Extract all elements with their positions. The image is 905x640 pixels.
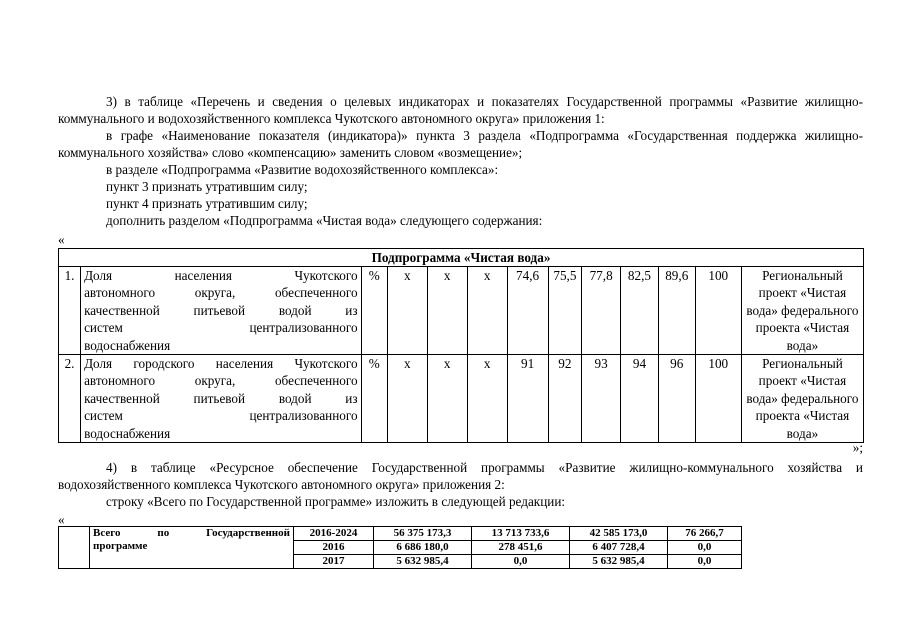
value-cell: 100: [695, 267, 741, 355]
paragraph-total-row: строку «Всего по Государственной программе» изложить в следующей редакции:: [106, 494, 566, 509]
unit-cell: %: [361, 267, 387, 355]
amount-cell: 5 632 985,4: [374, 555, 472, 569]
indicator-name: [81, 267, 362, 355]
amount-cell: 0,0: [472, 555, 570, 569]
value-cell: 91: [507, 355, 548, 443]
period-cell: 2016: [294, 541, 374, 555]
value-cell: х: [467, 267, 507, 355]
source-cell: Региональный проект «Чистая вода» федерального проекта «Чистая вода»: [741, 267, 863, 355]
total-label: [90, 527, 294, 569]
indicator-name-line: Доля городского населения Чукотского: [84, 356, 358, 372]
source-cell: Региональный проект «Чистая вода» федерального проекта «Чистая вода»: [741, 355, 863, 443]
amount-cell: 5 632 985,4: [570, 555, 668, 569]
opening-quote-2: «: [58, 512, 65, 527]
amount-cell: 42 585 173,0: [570, 527, 668, 541]
paragraph-add-section: дополнить разделом «Подпрограмма «Чистая вода» следующего содержания:: [106, 213, 543, 228]
period-cell: 2017: [294, 555, 374, 569]
amount-cell: 76 266,7: [668, 527, 742, 541]
amount-cell: 6 407 728,4: [570, 541, 668, 555]
value-cell: 93: [582, 355, 621, 443]
document-page: [58, 0, 863, 640]
table-row: [59, 527, 742, 541]
indicator-name-line: автономного округа, обеспеченного: [84, 285, 358, 301]
indicator-name-line: качественной питьевой водой из: [84, 390, 358, 406]
value-cell: 96: [658, 355, 695, 443]
row-number: 2.: [59, 355, 81, 443]
indicator-name-line: качественной питьевой водой из: [84, 302, 358, 318]
value-cell: 75,5: [548, 267, 582, 355]
value-cell: 92: [548, 355, 582, 443]
value-cell: х: [387, 267, 427, 355]
opening-quote-1: «: [58, 232, 65, 247]
indicator-name: [81, 355, 362, 443]
value-cell: х: [427, 267, 467, 355]
paragraph-item-3: 3) в таблице «Перечень и сведения о целевых индикаторах и показателях Государственной программы «Развитие жилищно-коммунального и водохозяйственного комплекса Чукотского автономного округа» приложения 1:: [58, 94, 863, 126]
row-number: 1.: [59, 267, 81, 355]
paragraph-column-rename: в графе «Наименование показателя (индикатора)» пункта 3 раздела «Подпрограмма «Государственная поддержка жилищно-коммунального хозяйства» слово «компенсацию» заменить словом «возмещение»;: [58, 128, 863, 160]
paragraph-point-4: пункт 4 признать утратившим силу;: [106, 196, 308, 211]
amount-cell: 13 713 733,6: [472, 527, 570, 541]
indicator-name-line: систем централизованного: [84, 320, 358, 336]
clean-water-indicators-table: [58, 248, 864, 443]
value-cell: 89,6: [658, 267, 695, 355]
table-section-heading-row: [59, 249, 864, 267]
amount-cell: 0,0: [668, 555, 742, 569]
amount-cell: 56 375 173,3: [374, 527, 472, 541]
value-cell: х: [427, 355, 467, 443]
amount-cell: 6 686 180,0: [374, 541, 472, 555]
period-cell: 2016-2024: [294, 527, 374, 541]
indicator-name-line: автономного округа, обеспеченного: [84, 373, 358, 389]
indicator-name-line: Доля населения Чукотского: [84, 268, 358, 283]
table-row: [59, 355, 864, 443]
empty-cell: [59, 527, 90, 569]
value-cell: х: [387, 355, 427, 443]
table-row: [59, 267, 864, 355]
closing-quote-1: »;: [852, 440, 863, 455]
value-cell: 74,6: [507, 267, 548, 355]
value-cell: х: [467, 355, 507, 443]
value-cell: 94: [621, 355, 659, 443]
amount-cell: 278 451,6: [472, 541, 570, 555]
indicator-name-line: водоснабжения: [84, 425, 171, 441]
amount-cell: 0,0: [668, 541, 742, 555]
paragraph-item-4: 4) в таблице «Ресурсное обеспечение Государственной программы «Развитие жилищно-коммунального хозяйства и водохозяйственного комплекса Чукотского автономного округа» приложения 2:: [58, 460, 863, 492]
value-cell: 82,5: [621, 267, 659, 355]
unit-cell: %: [361, 355, 387, 443]
value-cell: 77,8: [582, 267, 621, 355]
total-label-line: Всего по Государственной: [93, 527, 290, 539]
resource-total-table: [58, 526, 742, 569]
indicator-name-line: водоснабжения: [84, 337, 171, 353]
total-label-line: программе: [93, 540, 148, 552]
indicator-name-line: систем централизованного: [84, 408, 358, 424]
paragraph-point-3: пункт 3 признать утратившим силу;: [106, 179, 308, 194]
paragraph-section-water: в разделе «Подпрограмма «Развитие водохозяйственного комплекса»:: [106, 162, 499, 177]
section-heading: Подпрограмма «Чистая вода»: [59, 249, 864, 267]
value-cell: 100: [695, 355, 741, 443]
